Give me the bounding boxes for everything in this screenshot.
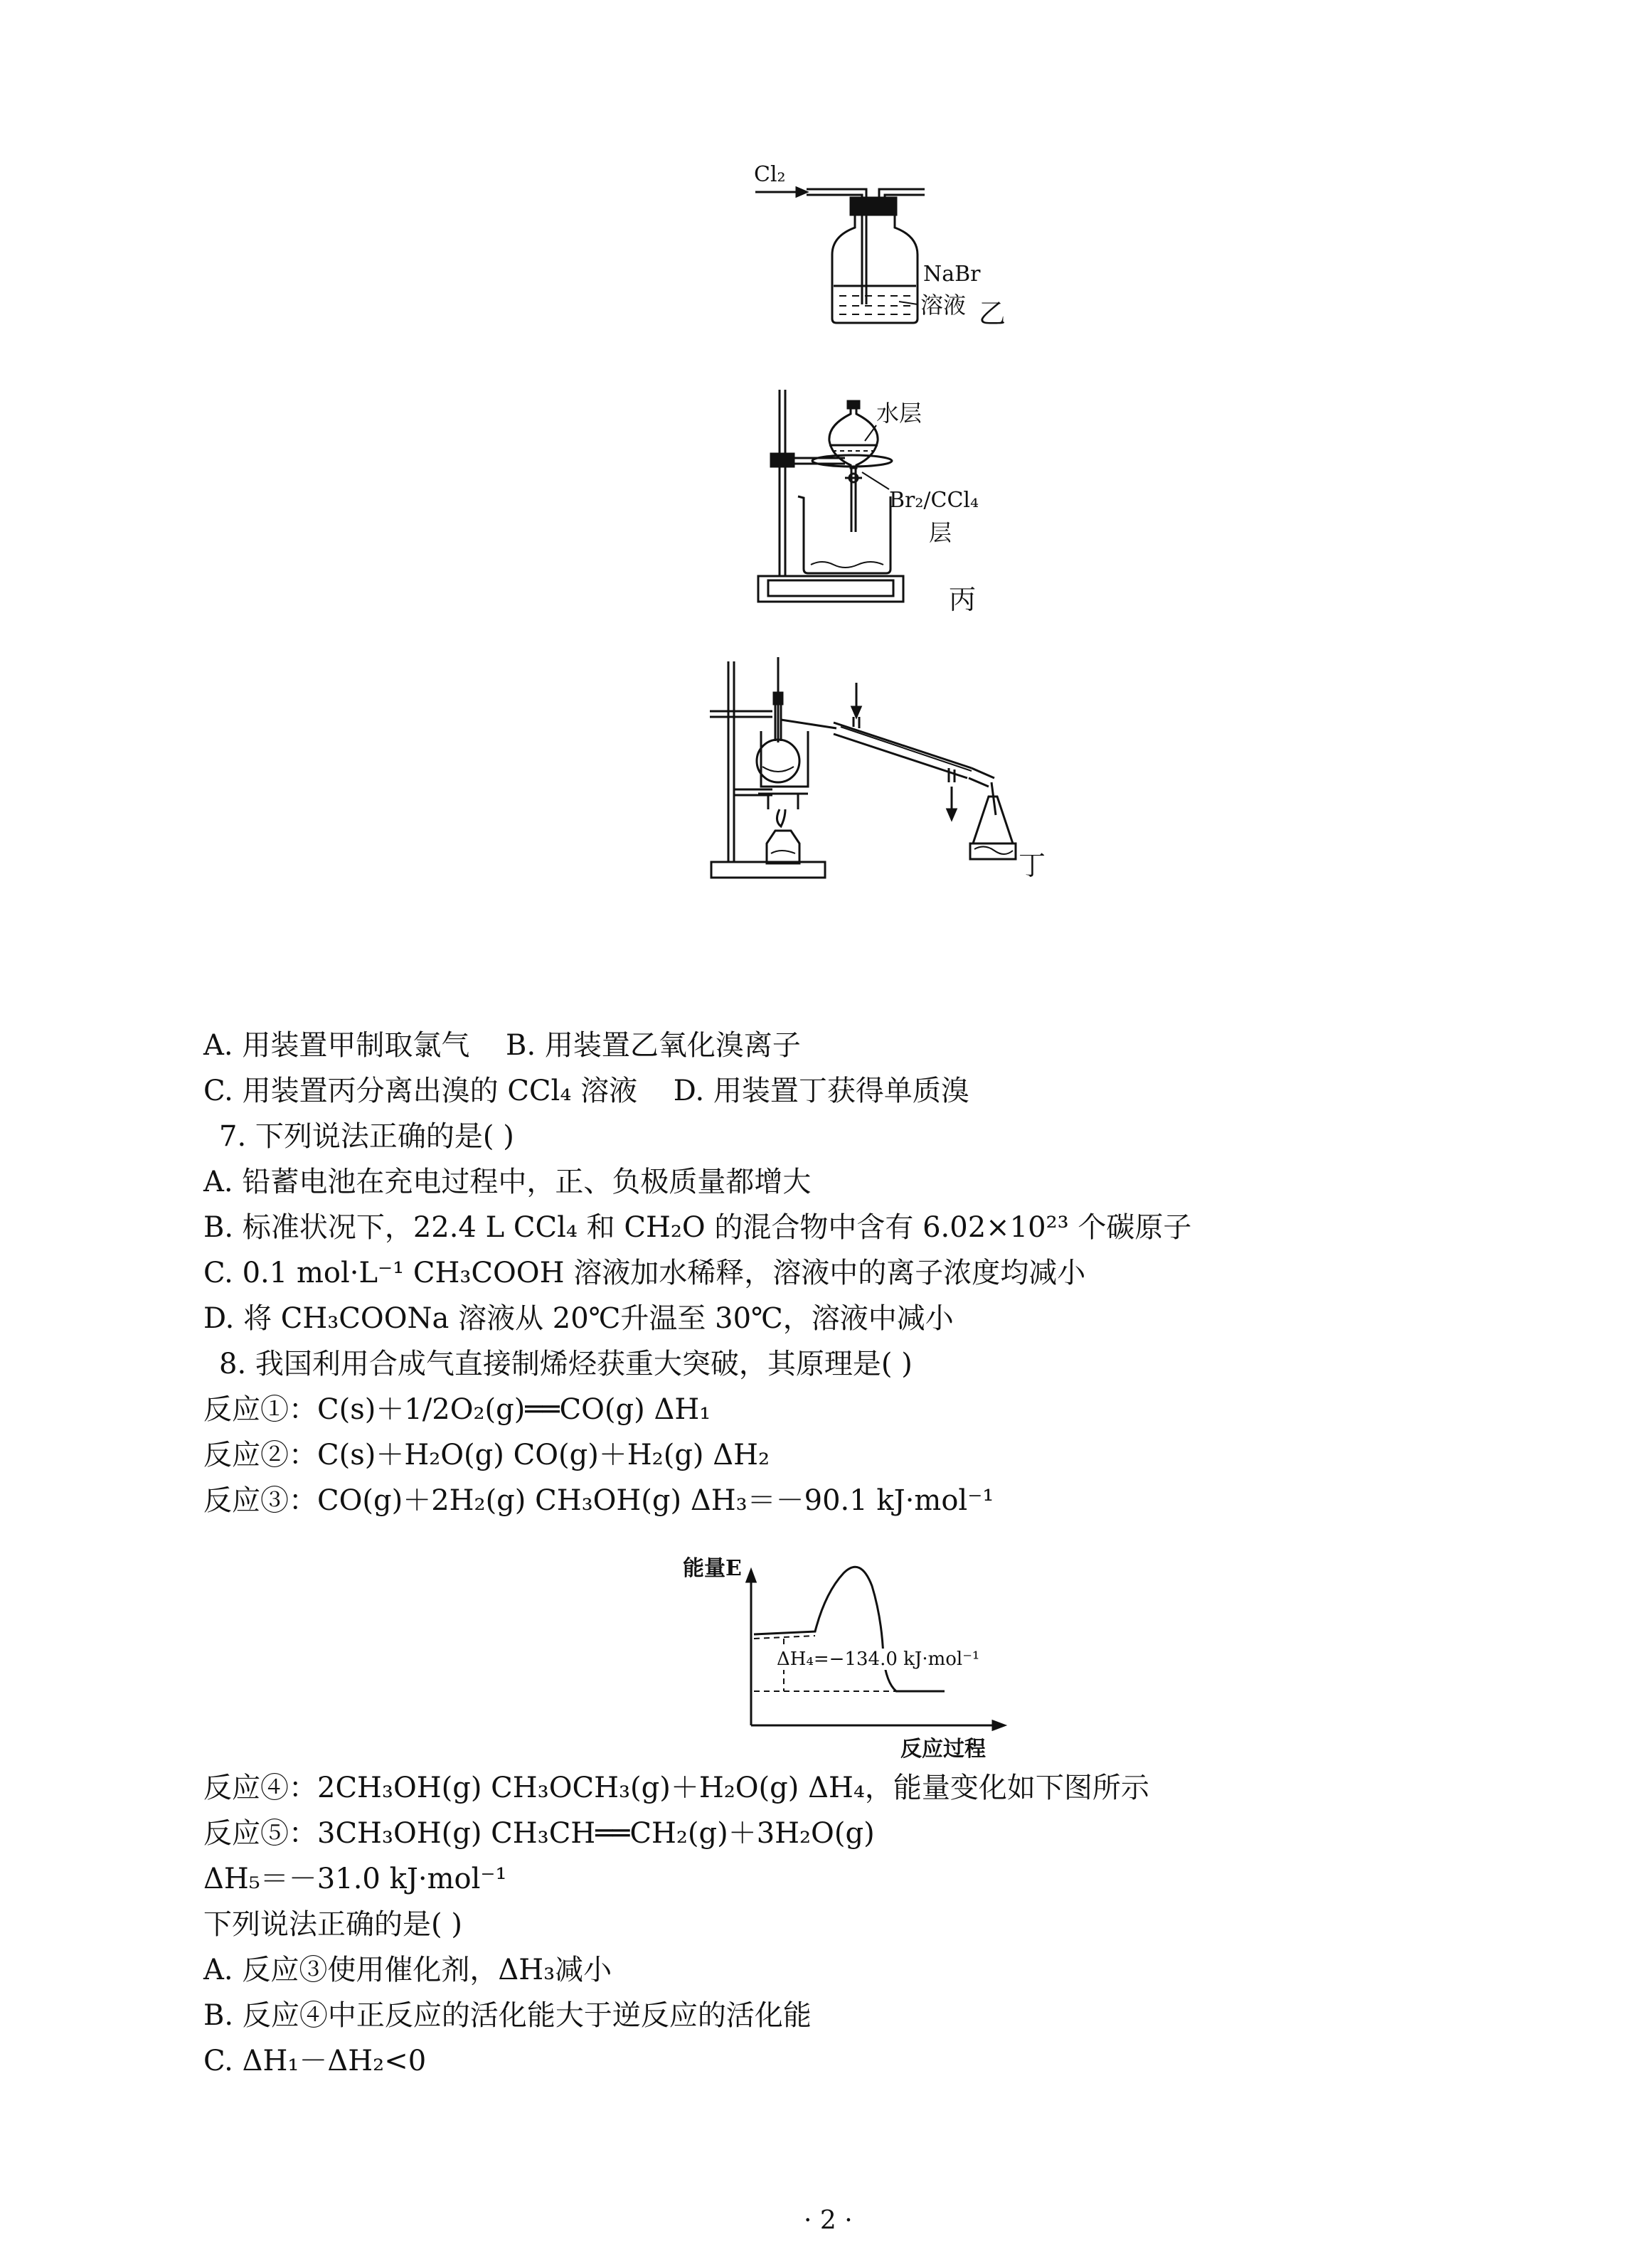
solution-label-2: 溶液 xyxy=(920,292,967,319)
q8-sub-stem: 下列说法正确的是( ) xyxy=(203,1908,462,1941)
q8-reaction-5-enthalpy: ΔH₅＝－31.0 kJ·mol⁻¹ xyxy=(203,1863,507,1895)
figure-yi-gas-bottle xyxy=(740,162,1038,333)
gas-label: Cl₂ xyxy=(754,162,786,187)
q8-option-a: A. 反应③使用催化剂，ΔH₃减小 xyxy=(203,1954,612,1986)
q8-stem: 8. 我国利用合成气直接制烯烃获重大突破，其原理是( ) xyxy=(219,1348,913,1380)
q8-reaction-2: 反应②：C(s)＋H₂O(g) CO(g)＋H₂(g) ΔH₂ xyxy=(203,1439,770,1471)
q6-option-a: A. 用装置甲制取氯气 xyxy=(203,1029,470,1062)
q8-option-b: B. 反应④中正反应的活化能大于逆反应的活化能 xyxy=(203,1999,812,2032)
q7-option-d: D. 将 CH₃COONa 溶液从 20℃升温至 30℃，溶液中减小 xyxy=(203,1302,954,1335)
q8-reaction-5: 反应⑤：3CH₃OH(g) CH₃CH══CH₂(g)＋3H₂O(g) xyxy=(203,1817,875,1850)
figure-ding-distillation xyxy=(701,657,1046,892)
q8-reaction-3: 反应③：CO(g)＋2H₂(g) CH₃OH(g) ΔH₃＝－90.1 kJ·mol⁻¹ xyxy=(203,1484,994,1517)
q7-option-c: C. 0.1 mol·L⁻¹ CH₃COOH 溶液加水稀释，溶液中的离子浓度均减小 xyxy=(203,1257,1086,1289)
q7-option-b: B. 标准状况下，22.4 L CCl₄ 和 CH₂O 的混合物中含有 6.02×10²³ 个碳原子 xyxy=(203,1211,1192,1244)
bromine-layer-label-1: Br₂/CCl₄ xyxy=(889,488,979,513)
q6-option-row-1 xyxy=(203,1026,801,1065)
reaction-progress-axis-label: 反应过程 xyxy=(900,1737,986,1762)
q6-option-d: D. 用装置丁获得单质溴 xyxy=(673,1075,969,1107)
q6-option-b: B. 用装置乙氧化溴离子 xyxy=(506,1029,801,1062)
bromine-layer-label-2: 层 xyxy=(929,519,952,546)
q7-stem: 7. 下列说法正确的是( ) xyxy=(219,1120,514,1153)
page-number: · 2 · xyxy=(804,2206,853,2235)
figure-caption-bing: 丙 xyxy=(949,584,977,615)
delta-h4-annotation: ΔH₄=−134.0 kJ·mol⁻¹ xyxy=(777,1649,980,1670)
figure-caption-ding: 丁 xyxy=(1019,850,1046,881)
q8-reaction-4: 反应④：2CH₃OH(g) CH₃OCH₃(g)＋H₂O(g) ΔH₄，能量变化如下图所示 xyxy=(203,1772,1149,1804)
q6-option-c: C. 用装置丙分离出溴的 CCl₄ 溶液 xyxy=(203,1075,638,1107)
water-layer-label: 水层 xyxy=(876,400,922,427)
q8-option-c: C. ΔH₁－ΔH₂<0 xyxy=(203,2045,427,2077)
q8-reaction-1: 反应①：C(s)＋1/2O₂(g)══CO(g) ΔH₁ xyxy=(203,1393,711,1426)
distillation-drawing xyxy=(701,657,1043,892)
q7-option-a: A. 铅蓄电池在充电过程中，正、负极质量都增大 xyxy=(203,1166,812,1198)
figure-bing-separatory-funnel xyxy=(751,390,1050,624)
figure-caption-yi: 乙 xyxy=(979,298,1006,329)
solution-label-1: NaBr xyxy=(923,262,981,287)
energy-profile-diagram xyxy=(683,1550,1010,1762)
energy-axis-label: 能量E xyxy=(683,1556,742,1581)
q6-option-row-2 xyxy=(203,1071,969,1111)
